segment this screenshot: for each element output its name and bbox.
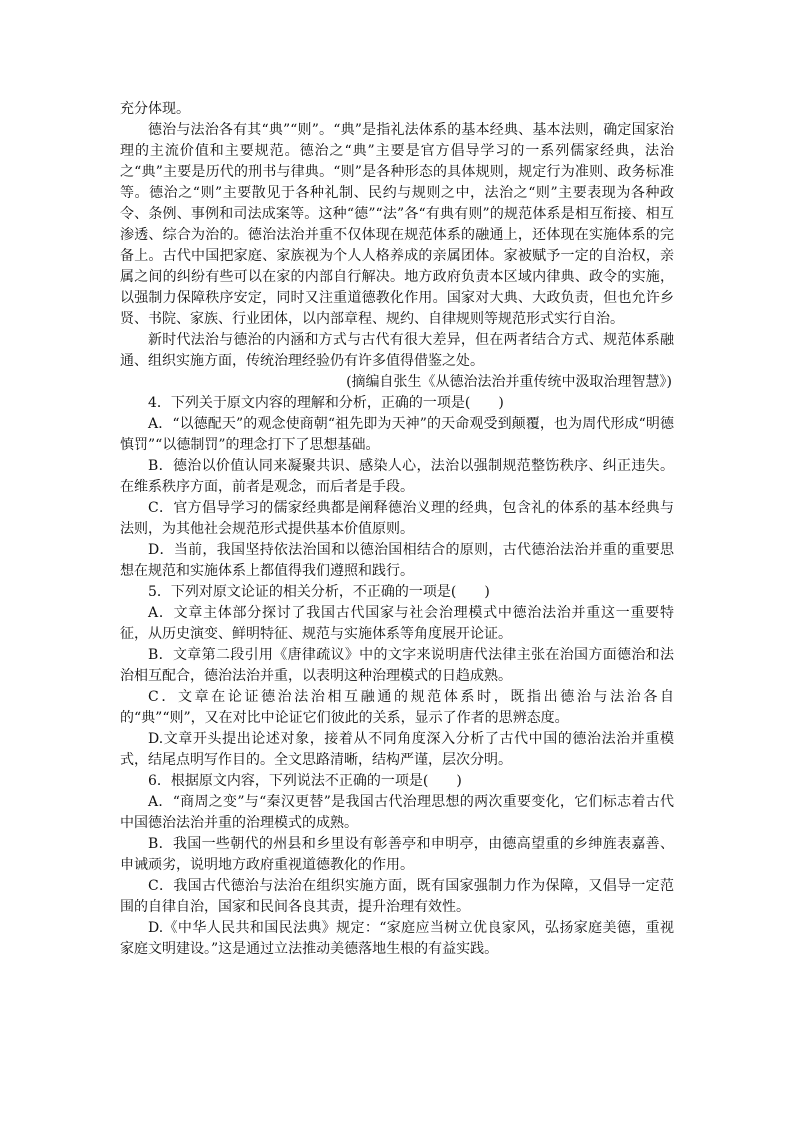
question-option: D.《中华人民共和国民法典》规定：“家庭应当树立优良家风，弘扬家庭美德，重视家庭文明建设。”这是通过立法推动美德落地生根的有益实践。 <box>120 920 674 957</box>
question-4 <box>120 393 674 582</box>
question-stem: 6．根据原文内容，下列说法不正确的一项是( ) <box>148 773 462 789</box>
article-source: (摘编自张生《从德治法治并重传统中汲取治理智慧》) <box>346 374 672 390</box>
article-paragraph: 充分体现。 <box>120 101 190 117</box>
question-option: B．我国一些朝代的州县和乡里设有彰善亭和申明亭，由德高望重的乡绅旌表嘉善、申诫顽劣，说明地方政府重视道德教化的作用。 <box>120 836 674 873</box>
question-option: B．文章第二段引用《唐律疏议》中的文字来说明唐代法律主张在治国方面德治和法治相互配合，德治法治并重，以表明这种治理模式的日趋成熟。 <box>120 647 674 684</box>
question-option: C．官方倡导学习的儒家经典都是阐释德治义理的经典，包含礼的体系的基本经典与法则，为其他社会规范形式提供基本价值原则。 <box>120 500 674 537</box>
article-paragraph: 新时代法治与德治的内涵和方式与古代有很大差异，但在两者结合方式、规范体系融通、组织实施方面，传统治理经验仍有许多值得借鉴之处。 <box>120 332 674 369</box>
article-paragraph: 德治与法治各有其“典”“则”。“典”是指礼法体系的基本经典、基本法则，确定国家治理的主流价值和主要规范。德治之“典”主要是官方倡导学习的一系列儒家经典，法治之“典”主要是历代的刑书与律典。“则”是各种形态的具体规则，规定行为准则、政务标准等。德治之“则”主要散见于各种礼制、民约与规则之中，法治之“则”主要表现为各种政令、条例、事例和司法成案等。这种“德”“法”各“有典有则”的规范体系是相互衔接、相互渗透、综合为治的。德治法治并重不仅体现在规范体系的融通上，还体现在实施体系的完备上。古代中国把家庭、家族视为个人人格养成的亲属团体。家被赋予一定的自治权，亲属之间的纠纷有些可以在家的内部自行解决。地方政府负责本区域内律典、政令的实施，以强制力保障秩序安定，同时又注重道德教化作用。国家对大典、大政负责，但也允许乡贤、书院、家族、行业团体，以内部章程、规约、自律规则等规范形式实行自治。 <box>120 122 674 327</box>
question-stem: 5．下列对原文论证的相关分析，不正确的一项是( ) <box>148 584 490 600</box>
question-option: D.文章开头提出论述对象，接着从不同角度深入分析了古代中国的德治法治并重模式，结尾点明写作目的。全文思路清晰，结构严谨，层次分明。 <box>120 731 674 768</box>
question-option: D．当前，我国坚持依法治国和以德治国相结合的原则，古代德治法治并重的重要思想在规范和实施体系上都值得我们遵照和践行。 <box>120 542 674 579</box>
question-stem: 4．下列关于原文内容的理解和分析，正确的一项是( ) <box>148 395 504 411</box>
question-option: A．文章主体部分探讨了我国古代国家与社会治理模式中德治法治并重这一重要特征，从历史演变、鲜明特征、规范与实施体系等角度展开论证。 <box>120 605 674 642</box>
question-option: C．文章在论证德治法治相互融通的规范体系时，既指出德治与法治各自的“典”“则”，又在对比中论证它们彼此的关系，显示了作者的思辨态度。 <box>120 689 674 726</box>
question-5 <box>120 582 674 771</box>
question-option: A．“商周之变”与“秦汉更替”是我国古代治理思想的两次重要变化，它们标志着古代中国德治法治并重的治理模式的成熟。 <box>120 794 674 831</box>
question-option: C．我国古代德治与法治在组织实施方面，既有国家强制力作为保障，又倡导一定范围的自律自治，国家和民间各良其责，提升治理有效性。 <box>120 878 674 915</box>
question-6 <box>120 771 674 960</box>
document-body <box>120 99 674 960</box>
question-option: B．德治以价值认同来凝聚共识、感染人心，法治以强制规范整饬秩序、纠正违失。在维系秩序方面，前者是观念，而后者是手段。 <box>120 458 674 495</box>
question-option: A．“以德配天”的观念使商朝“祖先即为天神”的天命观受到颠覆，也为周代形成“明德慎罚”“以德制罚”的理念打下了思想基础。 <box>120 416 674 453</box>
